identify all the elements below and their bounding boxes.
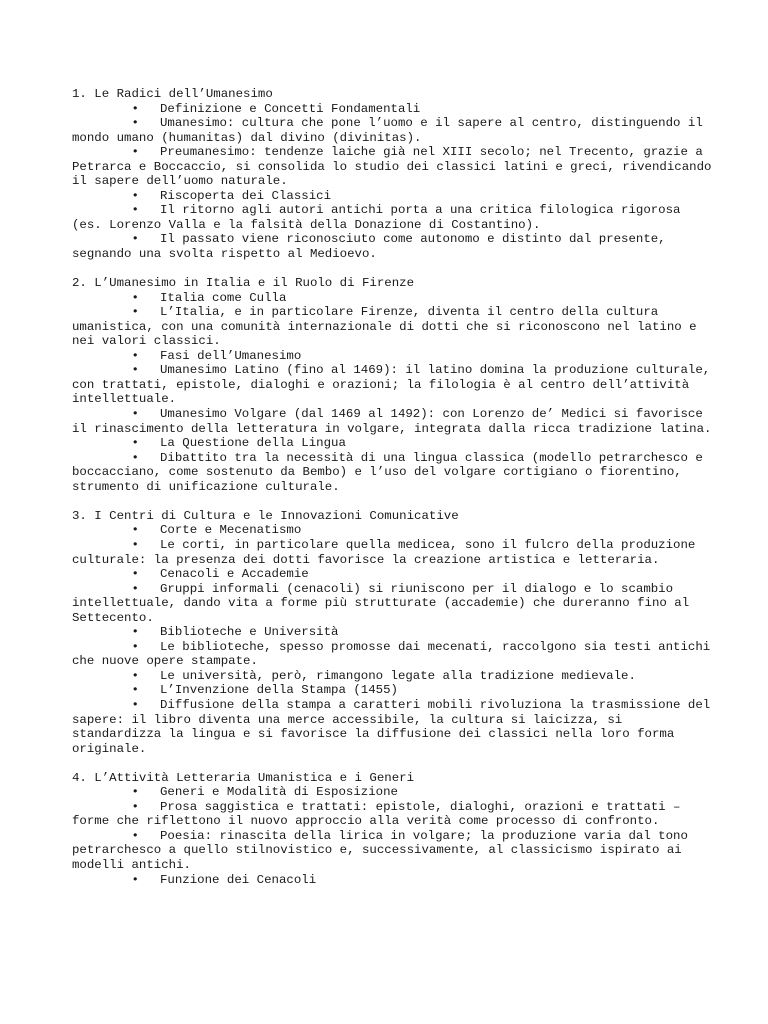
bullet-icon: • — [72, 799, 191, 814]
section — [72, 509, 712, 756]
bullet-icon: • — [72, 407, 191, 422]
bullet-icon: • — [72, 523, 191, 538]
section-heading: 2. L’Umanesimo in Italia e il Ruolo di Firenze — [72, 276, 415, 291]
bullet-icon: • — [72, 363, 191, 378]
list-item — [72, 873, 712, 888]
list-item — [72, 232, 712, 261]
list-item-text: Italia come Culla — [160, 290, 287, 305]
list-item-text: Prosa saggistica e trattati: epistole, dialoghi, orazioni e trattati – forme che riflettono il nuovo approccio alla verità come processo di confronto. — [72, 799, 681, 829]
section-heading: 4. L’Attività Letteraria Umanistica e i Generi — [72, 770, 415, 785]
list-item-text: Gruppi informali (cenacoli) si riuniscono per il dialogo e lo scambio intellettuale, dando vita a forme più strutturate (accademie) che dureranno fino al Settecento. — [72, 581, 690, 625]
bullet-icon: • — [72, 697, 191, 712]
list-item — [72, 800, 712, 829]
list-item-text: Umanesimo Volgare (dal 1469 al 1492): con Lorenzo de’ Medici si favorisce il rinascimento della letteratura in volgare, integrata dalla ricca tradizione latina. — [72, 407, 712, 436]
list-item-text: Cenacoli e Accademie — [160, 567, 309, 582]
bullet-icon: • — [72, 567, 191, 582]
list-item-text: Le università, però, rimangono legate alla tradizione medievale. — [160, 668, 636, 683]
list-item — [72, 625, 712, 640]
bullet-icon: • — [72, 625, 191, 640]
bullet-icon: • — [72, 450, 191, 465]
bullet-icon: • — [72, 188, 191, 203]
bullet-icon: • — [72, 785, 191, 800]
bullet-icon: • — [72, 348, 191, 363]
list-item — [72, 829, 712, 873]
list-item-text: L’Invenzione della Stampa (1455) — [160, 683, 398, 698]
bullet-icon: • — [72, 116, 191, 131]
bullet-icon: • — [72, 101, 191, 116]
bullet-icon: • — [72, 683, 191, 698]
list-item-text: La Questione della Lingua — [160, 436, 346, 451]
list-item-text: Fasi dell’Umanesimo — [160, 348, 302, 363]
list-item-text: Preumanesimo: tendenze laiche già nel XIII secolo; nel Trecento, grazie a Petrarca e Boccaccio, si consolida lo studio dei classici latini e greci, rivendicando il sapere dell’uomo naturale. — [72, 145, 712, 189]
section-heading: 1. Le Radici dell’Umanesimo — [72, 87, 273, 101]
list-item — [72, 451, 712, 495]
bullet-icon: • — [72, 145, 191, 160]
list-item — [72, 291, 712, 306]
list-item — [72, 683, 712, 698]
section — [72, 771, 712, 887]
list-item-text: Dibattito tra la necessità di una lingua classica (modello petrarchesco e boccacciano, come sostenuto da Bembo) e l’uso del volgare cortigiano o fiorentino, strumento di unificazione culturale. — [72, 450, 703, 494]
bullet-icon: • — [72, 639, 191, 654]
list-item-text: Umanesimo Latino (fino al 1469): il latino domina la produzione culturale, con trattati, epistole, dialoghi e orazioni; la filologia è al centro dell’attività intellettuale. — [72, 363, 711, 407]
list-item — [72, 669, 712, 684]
list-item — [72, 640, 712, 669]
list-item-text: Biblioteche e Università — [160, 625, 339, 640]
list-item-text: Le biblioteche, spesso promosse dai mecenati, raccolgono sia testi antichi che nuove opere stampate. — [72, 639, 711, 669]
list-item — [72, 189, 712, 204]
bullet-icon: • — [72, 581, 191, 596]
bullet-icon: • — [72, 872, 191, 887]
list-item — [72, 102, 712, 117]
section — [72, 276, 712, 494]
bullet-icon: • — [72, 537, 191, 552]
list-item — [72, 785, 712, 800]
list-item-text: Diffusione della stampa a caratteri mobili rivoluziona la trasmissione del sapere: il libro diventa una merce accessibile, la cultura si laicizza, si standardizza la lingua e si favorisce la diffusione dei classici nella loro forma originale. — [72, 697, 711, 756]
section-heading: 3. I Centri di Cultura e le Innovazioni Comunicative — [72, 508, 459, 523]
list-item — [72, 582, 712, 626]
list-item-text: Umanesimo: cultura che pone l’uomo e il sapere al centro, distinguendo il mondo umano (humanitas) dal divino (divinitas). — [72, 116, 703, 145]
list-item — [72, 203, 712, 232]
document-body — [72, 87, 712, 902]
list-item — [72, 567, 712, 582]
bullet-icon: • — [72, 232, 191, 247]
list-item — [72, 363, 712, 407]
list-item-text: Funzione dei Cenacoli — [160, 872, 317, 887]
bullet-icon: • — [72, 305, 191, 320]
list-item — [72, 436, 712, 451]
list-item-text: Il ritorno agli autori antichi porta a una critica filologica rigorosa (es. Lorenzo Valla e la falsità della Donazione di Costantino). — [72, 203, 681, 232]
list-item-text: Poesia: rinascita della lirica in volgare; la produzione varia dal tono petrarchesco a quello stilnovistico e, successivamente, al classicismo ispirato ai modelli antichi. — [72, 828, 688, 872]
list-item-text: Il passato viene riconosciuto come autonomo e distinto dal presente, segnando una svolta rispetto al Medioevo. — [72, 232, 666, 262]
list-item-text: Corte e Mecenatismo — [160, 523, 302, 538]
list-item-text: Definizione e Concetti Fondamentali — [160, 101, 421, 116]
list-item-text: Riscoperta dei Classici — [160, 188, 332, 203]
list-item — [72, 538, 712, 567]
list-item — [72, 116, 712, 145]
bullet-icon: • — [72, 668, 191, 683]
list-item — [72, 349, 712, 364]
list-item — [72, 407, 712, 436]
list-item-text: Le corti, in particolare quella medicea, sono il fulcro della produzione culturale: la presenza dei dotti favorisce la creazione artistica e letteraria. — [72, 537, 696, 567]
bullet-icon: • — [72, 828, 191, 843]
list-item — [72, 145, 712, 189]
list-item-text: Generi e Modalità di Esposizione — [160, 785, 398, 800]
list-item-text: L’Italia, e in particolare Firenze, diventa il centro della cultura umanistica, con una comunità internazionale di dotti che si riconoscono nel latino e nei valori classici. — [72, 305, 697, 349]
list-item — [72, 523, 712, 538]
list-item — [72, 305, 712, 349]
bullet-icon: • — [72, 436, 191, 451]
section — [72, 87, 712, 262]
list-item — [72, 698, 712, 756]
bullet-icon: • — [72, 203, 191, 218]
bullet-icon: • — [72, 290, 191, 305]
